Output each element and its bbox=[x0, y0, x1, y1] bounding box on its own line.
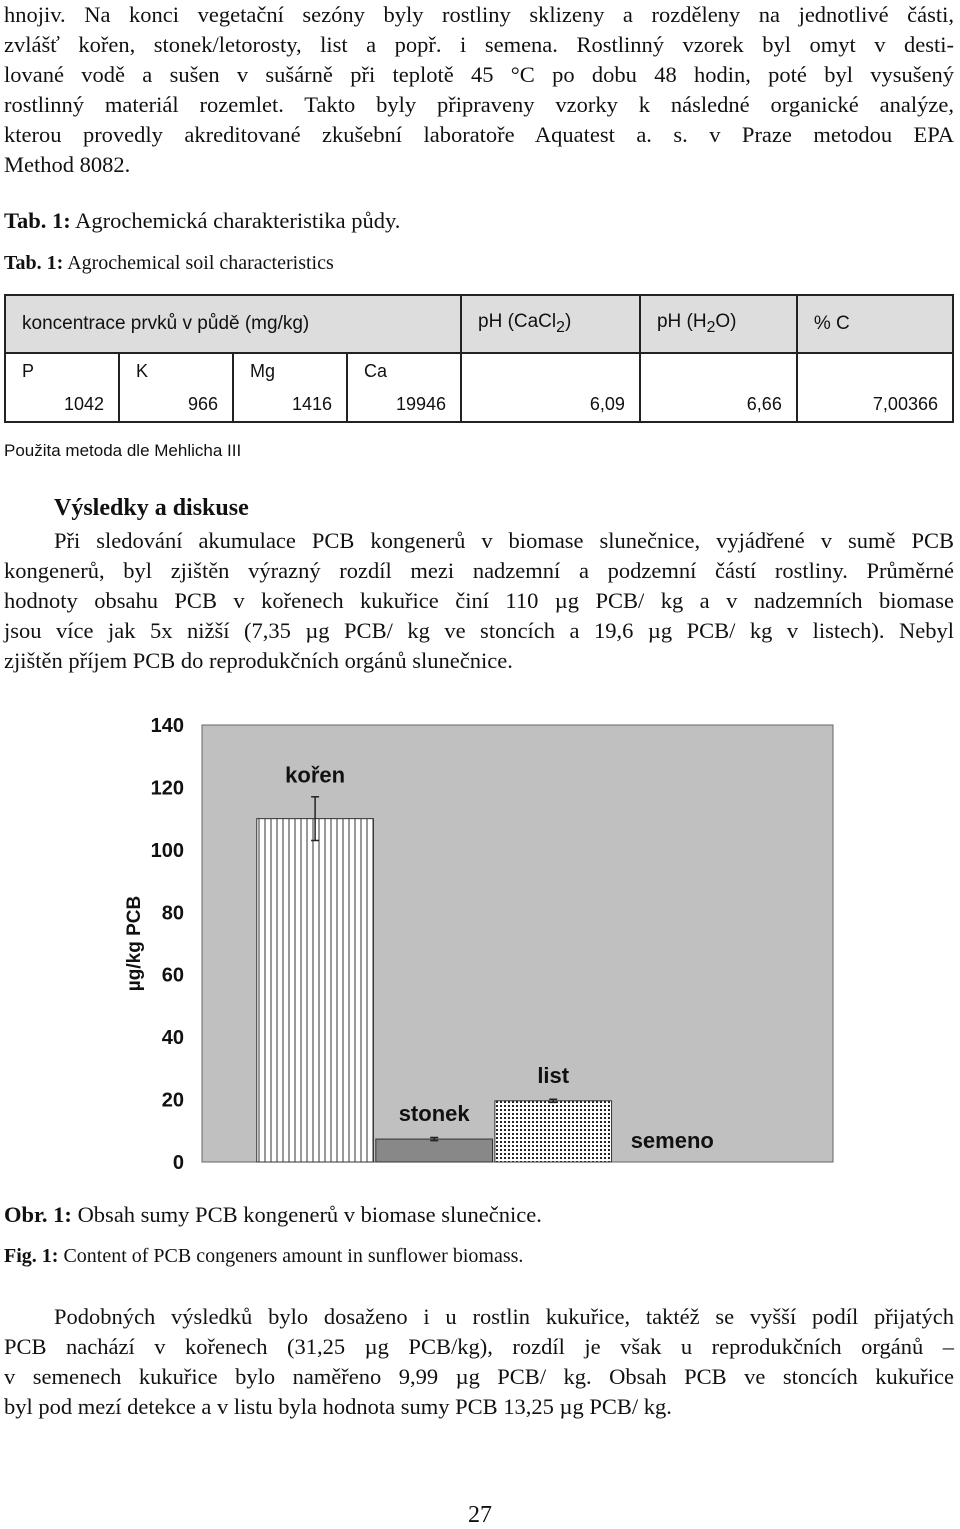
y-tick-label: 120 bbox=[150, 777, 184, 800]
results-paragraph bbox=[4, 526, 954, 676]
figure-caption-cz bbox=[4, 1202, 542, 1228]
header-concentration: koncentrace prvků v půdě (mg/kg) bbox=[5, 295, 461, 353]
text-line: kterou provedly akreditované zkušební laboratoře Aquatest a. s. v Praze metodou EPA bbox=[4, 122, 954, 147]
text-line: kongenerů, byl zjištěn výrazný rozdíl mezi nadzemní a podzemní částí rostliny. Průměrné bbox=[4, 558, 954, 583]
y-tick-label: 40 bbox=[161, 1027, 184, 1050]
y-tick-label: 20 bbox=[161, 1089, 184, 1112]
value-mg: 1416 bbox=[233, 388, 347, 422]
header-ph-h2o: pH $(H_2O)$ bbox=[640, 295, 797, 353]
closing-paragraph bbox=[4, 1302, 954, 1422]
section-heading: Výsledky a diskuse bbox=[54, 495, 249, 521]
text-line: Při sledování akumulace PCB kongenerů v biomase slunečnice, vyjádřené v sumě PCB bbox=[54, 528, 954, 553]
table-row bbox=[5, 353, 953, 388]
caption-label: Fig. 1: bbox=[4, 1245, 59, 1267]
category-label: kořen bbox=[285, 762, 346, 788]
text-line: zjištěn příjem PCB do reprodukčních orgánů slunečnice. bbox=[4, 648, 513, 673]
category-label: list bbox=[537, 1062, 570, 1088]
y-tick-label: 0 bbox=[172, 1152, 184, 1174]
y-tick-label: 80 bbox=[161, 902, 184, 925]
y-tick-label: 60 bbox=[161, 964, 184, 987]
caption-label: Tab. 1: bbox=[4, 208, 71, 233]
y-tick-label: 140 bbox=[150, 715, 184, 737]
figure-caption-en bbox=[4, 1245, 523, 1268]
text-line: jsou více jak 5x nižší (7,35 µg PCB/ kg ve stoncích a 19,6 µg PCB/ kg v listech). Nebyl bbox=[4, 618, 954, 643]
caption-text: Content of PCB congeners amount in sunflower biomass. bbox=[58, 1245, 524, 1267]
intro-paragraph bbox=[4, 0, 954, 180]
element-k: K bbox=[119, 353, 233, 388]
value-p: 1042 bbox=[5, 388, 119, 422]
element-p: P bbox=[5, 353, 119, 388]
y-tick-label: 100 bbox=[150, 839, 184, 862]
caption-label: Tab. 1: bbox=[4, 252, 64, 274]
header-carbon: % C bbox=[797, 295, 953, 353]
empty-cell bbox=[461, 353, 640, 388]
value-k: 966 bbox=[119, 388, 233, 422]
value-carbon: 7,00366 bbox=[797, 388, 953, 422]
caption-text: Agrochemická charakteristika půdy. bbox=[70, 208, 401, 233]
table-row bbox=[5, 388, 953, 422]
bar-list bbox=[495, 1101, 612, 1162]
empty-cell bbox=[640, 353, 797, 388]
text-line: byl pod mezí detekce a v listu byla hodnota sumy PCB 13,25 µg PCB/ kg. bbox=[4, 1394, 672, 1419]
pcb-bar-chart bbox=[120, 705, 850, 1185]
text-line: PCB nachází v kořenech (31,25 µg PCB/kg), rozdíl je však u reprodukčních orgánů – bbox=[4, 1334, 954, 1359]
soil-table bbox=[4, 294, 954, 423]
category-label: stonek bbox=[398, 1101, 470, 1127]
table-note: Použita metoda dle Mehlicha III bbox=[4, 441, 242, 460]
text-line: Method 8082. bbox=[4, 152, 131, 177]
value-ca: 19946 bbox=[347, 388, 461, 422]
y-axis bbox=[151, 715, 184, 1174]
header-ph-cacl2: pH (CaCl$_2$) bbox=[461, 295, 640, 353]
category-label: semeno bbox=[630, 1128, 714, 1153]
text-line: v semenech kukuřice bylo naměřeno 9,99 µg PCB/ kg. Obsah PCB ve stoncích kukuřice bbox=[4, 1364, 954, 1389]
page-number: 27 bbox=[468, 1502, 492, 1528]
text-line: hodnoty obsahu PCB v kořenech kukuřice činí 110 µg PCB/ kg a v nadzemních biomase bbox=[4, 588, 954, 613]
value-ph-cacl2: 6,09 bbox=[461, 388, 640, 422]
bar-kořen bbox=[257, 819, 374, 1162]
empty-cell bbox=[797, 353, 953, 388]
caption-label: Obr. 1: bbox=[4, 1202, 72, 1227]
text-line: zvlášť kořen, stonek/letorosty, list a popř. i semena. Rostlinný vzorek byl omyt v desti- bbox=[4, 32, 954, 57]
y-axis-label: µg/kg PCB bbox=[124, 895, 145, 992]
text-line: lované vodě a sušen v sušárně při teplotě 45 °C po dobu 48 hodin, poté byl vysušený bbox=[4, 62, 954, 87]
element-ca: Ca bbox=[347, 353, 461, 388]
table-caption-cz bbox=[4, 208, 400, 234]
table-caption-en bbox=[4, 252, 334, 275]
text-line: Podobných výsledků bylo dosaženo i u rostlin kukuřice, taktéž se vyšší podíl přijatých bbox=[54, 1304, 954, 1329]
text-line: rostlinný materiál rozemlet. Takto byly připraveny vzorky k následné organické analýze, bbox=[4, 92, 954, 117]
element-mg: Mg bbox=[233, 353, 347, 388]
table-header-row bbox=[5, 295, 953, 353]
value-ph-h2o: 6,66 bbox=[640, 388, 797, 422]
bar-stonek bbox=[376, 1139, 493, 1162]
caption-text: Obsah sumy PCB kongenerů v biomase slunečnice. bbox=[71, 1202, 542, 1227]
text-line: hnojiv. Na konci vegetační sezóny byly rostliny sklizeny a rozděleny na jednotlivé části, bbox=[4, 2, 954, 27]
caption-text: Agrochemical soil characteristics bbox=[63, 252, 334, 274]
